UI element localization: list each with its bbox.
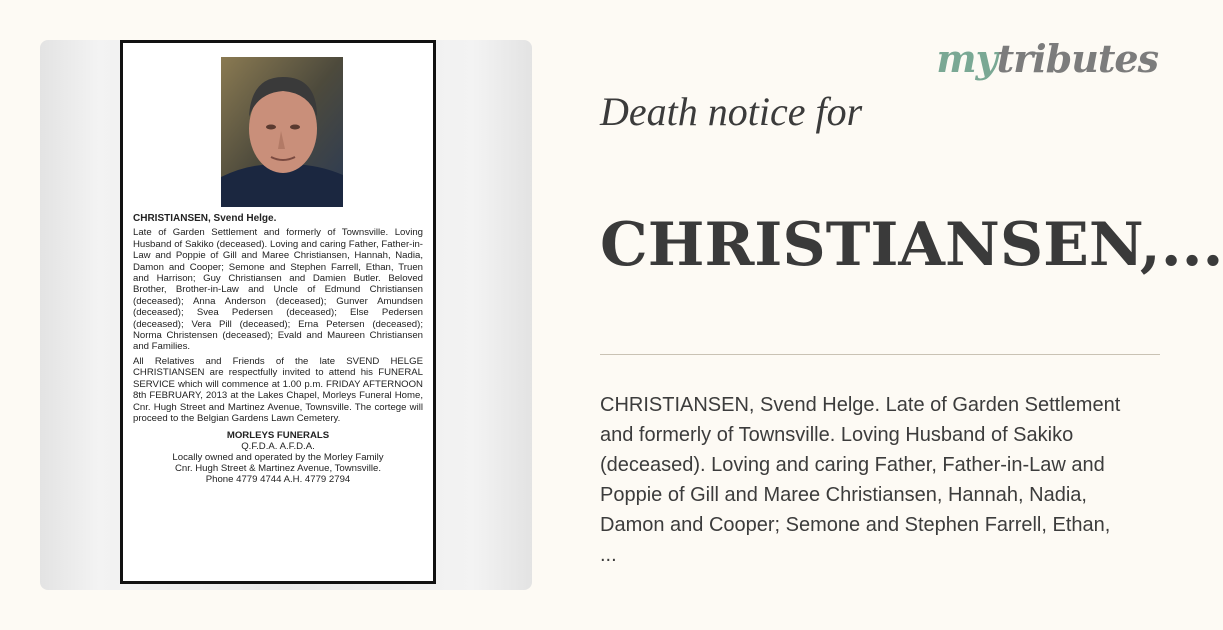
funeral-home-accreditation: Q.F.D.A. A.F.D.A. (241, 441, 315, 453)
logo-tributes: tributes (996, 36, 1158, 81)
notice-paragraph-family: Late of Garden Settlement and formerly of Townsville. Loving Husband of Sakiko (deceased). Loving and caring Father, Father-in-Law and Poppie of Gill and Maree Christiansen, Hannah, Nadia, Damon and Cooper; Semone and Stephen Farrell, Ethan, Truen and Harrison; Guy Christiansen and Damien Butler. Beloved Brother, Brother-in-Law and Uncle of Edmund Christiansen (deceased); Anna Anderson (deceased); Gunver Amundsen (deceased); Svea Pedersen (deceased); Else Pedersen (deceased); Vera Pill (deceased); Erna Petersen (deceased); Norma Christensen (deceased); Evald and Maureen Christiansen and Families. (133, 227, 423, 353)
notice-deceased-name: CHRISTIANSEN, Svend Helge. (133, 213, 277, 224)
logo-my: my (936, 36, 997, 81)
page-heading: Death notice for (600, 89, 863, 134)
notice-paragraph-service: All Relatives and Friends of the late SVEND HELGE CHRISTIANSEN are respectfully invited to attend his FUNERAL SERVICE which will commence at 1.00 p.m. FRIDAY AFTERNOON 8th FEBRUARY, 2013 at the Lakes Chapel, Morleys Funeral Home, Cnr. Hugh Street and Martinez Avenue, Townsville. The cortege will proceed to the Belgian Gardens Lawn Cemetery. (133, 355, 423, 424)
notice-funeral-home (133, 430, 423, 485)
funeral-home-title: MORLEYS FUNERALS (226, 430, 330, 442)
deceased-portrait-photo (221, 57, 343, 207)
notice-excerpt: CHRISTIANSEN, Svend Helge. Late of Garden Settlement and formerly of Townsville. Loving Husband of Sakiko (deceased). Loving and caring Father, Father-in-Law and Poppie of Gill and Maree Christiansen, Hannah, Nadia, Damon and Cooper; Semone and Stephen Farrell, Ethan, ... (600, 394, 1121, 566)
mytributes-logo[interactable] (936, 36, 1158, 81)
portrait-illustration (221, 57, 343, 207)
newspaper-notice (120, 40, 436, 584)
funeral-home-address: Cnr. Hugh Street & Martinez Avenue, Townsville. (174, 463, 382, 475)
funeral-home-phone: Phone 4779 4744 A.H. 4779 2794 (205, 474, 351, 486)
deceased-name-title: CHRISTIANSEN,... (600, 210, 1223, 280)
notice-text-body (133, 213, 423, 485)
divider (600, 354, 1160, 355)
funeral-home-tagline: Locally owned and operated by the Morley Family (172, 452, 384, 464)
